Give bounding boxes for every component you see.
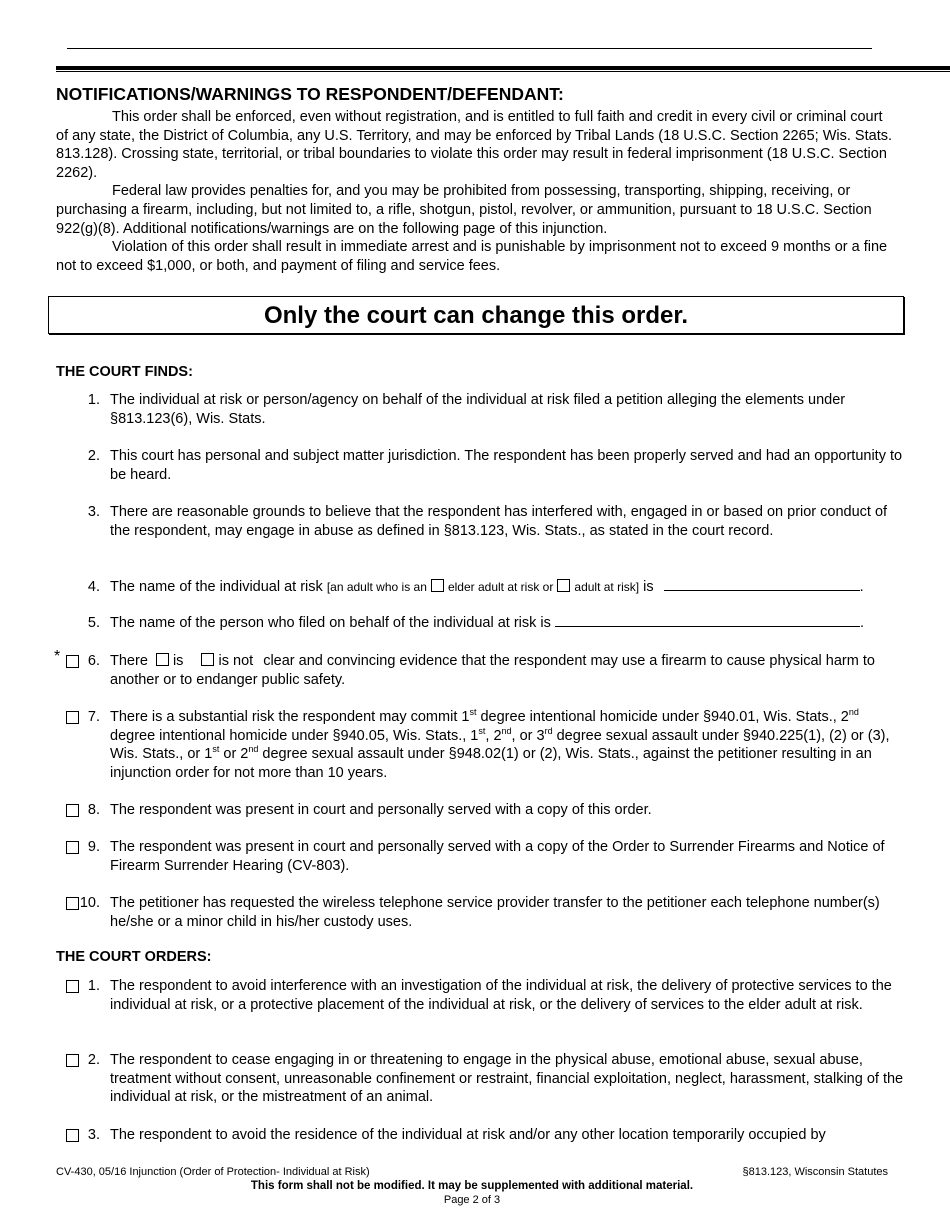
superscript: rd: [544, 725, 553, 736]
item-end-period: .: [859, 615, 864, 631]
is-checkbox[interactable]: [156, 653, 169, 666]
finding-item: [56, 894, 906, 931]
item-text: The respondent to avoid interference with an investigation of the individual at risk, the delivery of protective services to the individual at risk, or a protective placement of the individual at risk, or the delivery of services to the elder adult at risk.: [110, 978, 892, 1013]
item-text: , or 3: [511, 727, 545, 744]
item-number: 5.: [87, 615, 100, 631]
finding-item-firearm: [54, 648, 906, 689]
individual-name-field[interactable]: [664, 579, 860, 591]
item-number: 7.: [87, 709, 100, 725]
item-text: The individual at risk or person/agency on behalf of the individual at risk filed a petition alleging the elements under §813.123(6), Wis. Stats.: [110, 392, 846, 427]
item-text-small: elder adult at risk or: [447, 580, 554, 594]
item-number: 2.: [87, 448, 100, 464]
item-text: degree sexual assault under §940.225(1), (2) or (3), Wis. Stats., or 1: [110, 727, 890, 763]
item-text: This court has personal and subject matter jurisdiction. The respondent has been properly served and had an opportunity to be heard.: [110, 448, 903, 483]
superscript: nd: [501, 725, 512, 736]
item-number: 2.: [87, 1052, 100, 1068]
item-text: The name of the person who filed on behalf of the individual at risk is: [110, 615, 551, 631]
item-number: 10.: [79, 895, 100, 911]
finding-item-individual-name: [56, 578, 906, 597]
finding-item: [56, 391, 906, 428]
item-text: is: [643, 579, 654, 595]
finding-item-filer-name: [56, 614, 906, 633]
finding-item: [56, 447, 906, 484]
item-text: The respondent to avoid the residence of the individual at risk and/or any other location temporarily occupied by: [110, 1127, 826, 1143]
item-text: degree sexual assault under §948.02(1) or (2), Wis. Stats., against the petitioner resulting in an injunction order for not more than 10 years.: [110, 746, 872, 781]
item-text: The name of the individual at risk: [110, 579, 323, 595]
order-item: [56, 977, 906, 1014]
is-not-checkbox[interactable]: [201, 653, 214, 666]
option-is-not-label: is not: [218, 653, 254, 669]
item-end-period: .: [859, 579, 864, 595]
notice-paragraph: This order shall be enforced, even without registration, and is entitled to full faith and credit in every civil or criminal court of any state, the District of Columbia, any U.S. Territory, and may be enforced by Tribal Lands (18 U.S.C. Section 2265; Wis. Stats. 813.128). Crossing state, territorial, or tribal boundaries to violate this order may result in federal imprisonment (18 U.S.C. Section 2262).: [56, 109, 893, 181]
item-number: 6.: [87, 653, 100, 669]
item-text: clear and convincing evidence that the respondent may use a firearm to cause physical harm to another or to endanger public safety.: [110, 653, 875, 688]
filer-name-field[interactable]: [555, 615, 860, 627]
superscript: nd: [248, 744, 259, 755]
order-item: [56, 1126, 906, 1145]
order-item: [56, 1051, 906, 1107]
option-is-label: is: [172, 653, 184, 669]
form-id: CV-430, 05/16 Injunction (Order of Protection- Individual at Risk): [56, 1166, 370, 1178]
item-number: 4.: [87, 579, 100, 595]
item-number: 9.: [87, 839, 100, 855]
superscript: st: [469, 707, 477, 717]
item-number: 1.: [87, 392, 100, 408]
item-text: The respondent to cease engaging in or threatening to engage in the physical abuse, emotional abuse, sexual abuse, treatment without consent, unreasonable confinement or restraint, financial exploitation, neglect, harassment, stalking of the individual at risk, or the mistreatment of an animal.: [110, 1052, 904, 1106]
notice-paragraph: Violation of this order shall result in immediate arrest and is punishable by imprisonment not to exceed 9 months or a fine not to exceed $1,000, or both, and payment of filing and service fees.: [56, 239, 888, 274]
notifications-body: [56, 108, 898, 275]
item-text-small: [an adult who is an: [326, 580, 427, 594]
item-number: 8.: [87, 802, 100, 818]
asterisk-marker: *: [54, 648, 61, 665]
notifications-heading: NOTIFICATIONS/WARNINGS TO RESPONDENT/DEFENDANT:: [56, 84, 564, 104]
statute-reference: §813.123, Wisconsin Statutes: [742, 1166, 888, 1178]
superscript: nd: [848, 707, 859, 717]
item-number: 3.: [87, 1127, 100, 1143]
findings-title: THE COURT FINDS:: [56, 364, 193, 380]
finding-item: [56, 801, 906, 820]
item-text: , 2: [485, 727, 502, 744]
item-text: The respondent was present in court and personally served with a copy of this order.: [110, 802, 652, 818]
item-text: The respondent was present in court and personally served with a copy of the Order to Surrender Firearms and Notice of Firearm Surrender Hearing (CV-803).: [110, 839, 885, 874]
elder-adult-checkbox[interactable]: [431, 579, 444, 592]
finding-item-homicide-risk: [56, 708, 906, 782]
notice-paragraph: Federal law provides penalties for, and you may be prohibited from possessing, transporting, shipping, receiving, or purchasing a firearm, including, but not limited to, a rifle, shotgun, pistol, revolver, or ammunition, pursuant to 18 U.S.C. Section 922(g)(8). Additional notifications/warnings are on the following page of this injunction.: [56, 183, 872, 237]
orders-title: THE COURT ORDERS:: [56, 949, 212, 965]
item-text: There are reasonable grounds to believe that the respondent has interfered with, engaged in or based on prior conduct of the respondent, may engage in abuse as defined in §813.123, Wis. Stats., as stated in the court record.: [110, 504, 888, 539]
page-number: Page 2 of 3: [443, 1194, 501, 1206]
item-text: degree intentional homicide under §940.05, Wis. Stats., 1: [110, 727, 479, 744]
finding-item: [56, 838, 906, 875]
top-signature-line: [67, 48, 872, 49]
item-number: 1.: [87, 978, 100, 994]
court-change-banner: Only the court can change this order.: [48, 296, 904, 334]
item-number: 3.: [87, 504, 100, 520]
section-divider: [56, 66, 950, 72]
superscript: st: [478, 725, 486, 736]
adult-at-risk-checkbox[interactable]: [557, 579, 570, 592]
item-text: degree intentional homicide under §940.01, Wis. Stats., 2: [476, 709, 849, 725]
item-text: The petitioner has requested the wireless telephone service provider transfer to the petitioner each telephone number(s) he/she or a minor child in his/her custody uses.: [110, 895, 880, 930]
item-text: or 2: [219, 746, 249, 763]
finding-item: [56, 503, 906, 540]
item-text-small: adult at risk]: [574, 580, 640, 594]
superscript: st: [212, 744, 220, 755]
item-text: There is a substantial risk the respondent may commit 1: [110, 709, 470, 725]
modification-notice: This form shall not be modified. It may be supplemented with additional material.: [250, 1180, 694, 1192]
item-text: There: [110, 653, 148, 669]
